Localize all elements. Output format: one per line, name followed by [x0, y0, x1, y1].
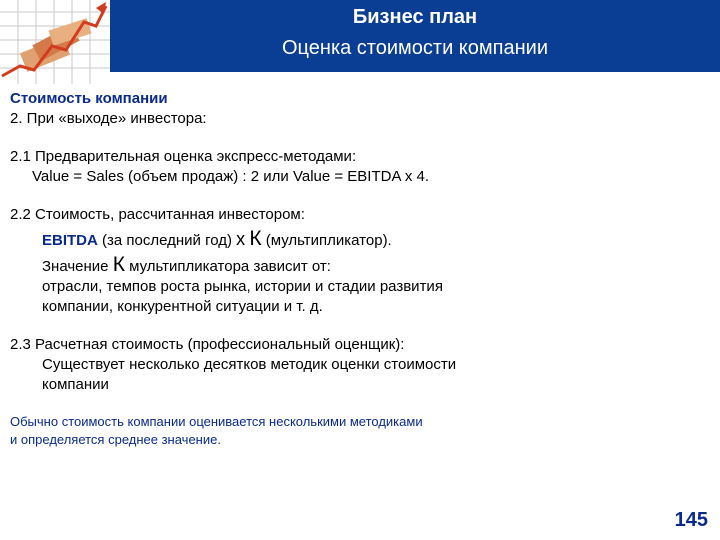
ebitda-period: (за последний год) — [97, 232, 237, 249]
ebitda-term: EBITDA — [42, 232, 98, 249]
k-letter: К — [249, 227, 262, 250]
item-2-3-heading: 2.3 Расчетная стоимость (профессиональный оценщик): — [10, 336, 405, 353]
section-title: Стоимость компании — [10, 90, 168, 107]
header-bar — [0, 0, 720, 72]
depends-prefix: Значение — [42, 258, 113, 275]
growth-chart-money-icon — [0, 0, 110, 84]
slide-subtitle: Оценка стоимости компании — [281, 37, 548, 59]
item-2-2-formula — [10, 229, 710, 251]
item-2-3-line-1: Существует несколько десятков методик оценки стоимости — [42, 356, 457, 373]
depends-k-letter: К — [112, 253, 125, 276]
slide-title: Бизнес план — [352, 6, 478, 28]
intro-line: 2. При «выходе» инвестора: — [10, 110, 207, 127]
factors-line-1: отрасли, темпов роста рынка, истории и стадии развития — [42, 278, 443, 295]
slide-body — [10, 89, 710, 449]
item-2-1-formula: Value = Sales (объем продаж) : 2 или Value = EBITDA x 4. — [32, 168, 429, 185]
depends-rest: мультипликатора зависит от: — [124, 258, 331, 275]
page-number: 145 — [674, 509, 708, 531]
item-2-1-heading: 2.1 Предварительная оценка экспресс-методами: — [10, 148, 357, 165]
item-2-2-depends — [10, 255, 710, 277]
times-sign: х — [236, 229, 246, 249]
multiplier-text: (мультипликатор). — [261, 232, 392, 249]
item-2-3-line-2: компании — [42, 376, 109, 393]
factors-line-2: компании, конкурентной ситуации и т. д. — [42, 298, 323, 315]
item-2-2-heading: 2.2 Стоимость, рассчитанная инвестором: — [10, 206, 305, 223]
summary-note-line-2: и определяется среднее значение. — [10, 432, 221, 447]
summary-note-line-1: Обычно стоимость компании оценивается несколькими методиками — [10, 414, 423, 429]
